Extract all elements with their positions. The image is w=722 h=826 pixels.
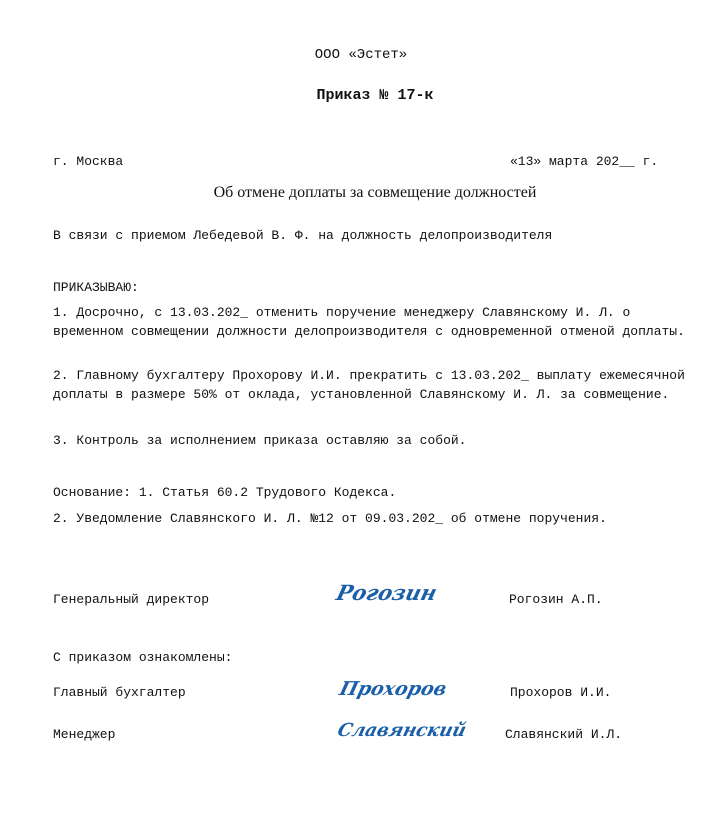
basis-line-2: 2. Уведомление Славянского И. Л. №12 от 09.03.202_ об отмене поручения. [53,511,607,526]
manager-position: Менеджер [53,727,116,742]
director-signature: Рогозин [333,580,440,605]
director-name: Рогозин А.П. [509,592,603,607]
manager-name: Славянский И.Л. [505,727,623,742]
city: г. Москва [53,154,124,169]
preamble: В связи с приемом Лебедевой В. Ф. на должность делопроизводителя [53,228,553,243]
order-item-1: 1. Досрочно, с 13.03.202_ отменить поручение менеджеру Славянскому И. Л. о временном совмещении должности делопроизводителя с одновременной отменой доплаты. [53,305,685,339]
company-name: ООО «Эстет» [314,47,408,63]
accountant-position: Главный бухгалтер [53,685,186,700]
order-date: «13» марта 202__ г. [510,154,659,169]
order-title: Приказ № 17-к [316,87,434,104]
accountant-name: Прохоров И.И. [510,685,612,700]
acknowledged-label: С приказом ознакомлены: [53,650,233,665]
director-position: Генеральный директор [53,592,210,607]
order-item-3: 3. Контроль за исполнением приказа оставляю за собой. [53,433,467,448]
order-subject: Об отмене доплаты за совмещение должностей [213,184,537,201]
order-word: ПРИКАЗЫВАЮ: [53,280,139,295]
order-item-2: 2. Главному бухгалтеру Прохорову И.И. прекратить с 13.03.202_ выплату ежемесячной доплаты в размере 50% от оклада, установленной Славянскому И. Л. за совмещение. [53,368,685,402]
accountant-signature: Прохоров [337,678,450,700]
manager-signature: Славянский [335,720,469,741]
basis-line-1: Основание: 1. Статья 60.2 Трудового Кодекса. [53,485,397,500]
